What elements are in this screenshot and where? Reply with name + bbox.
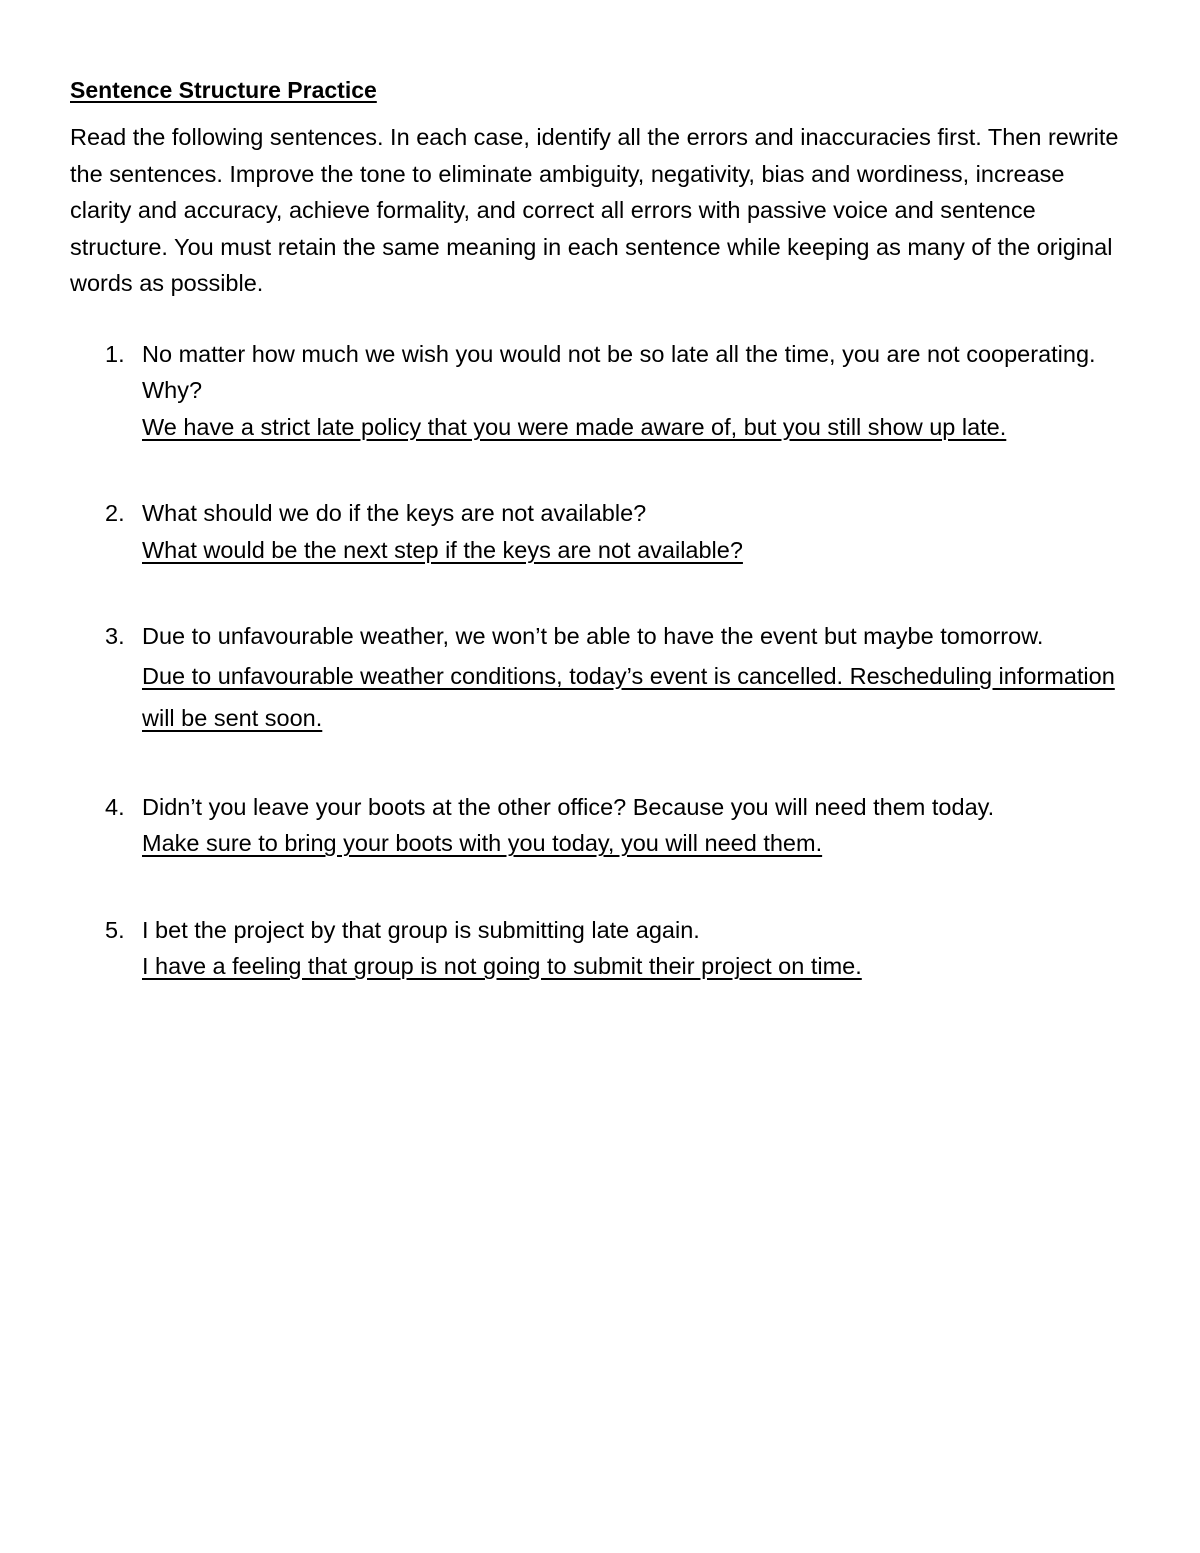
document-title: Sentence Structure Practice xyxy=(70,77,377,103)
rewritten-sentence: Make sure to bring your boots with you today, you will need them. xyxy=(142,830,823,856)
item-number: 3. xyxy=(105,623,125,649)
exercise-item-5 xyxy=(70,912,1130,985)
item-number: 1. xyxy=(105,340,125,367)
exercise-list xyxy=(70,336,1130,985)
original-sentence: Didn’t you leave your boots at the other office? Because you will need them today. xyxy=(142,793,995,820)
item-number: 5. xyxy=(105,916,125,943)
rewritten-sentence: Due to unfavourable weather conditions, today’s event is cancelled. Rescheduling information will be sent soon. xyxy=(142,662,1115,731)
item-number: 2. xyxy=(105,500,125,526)
original-sentence: No matter how much we wish you would not be so late all the time, you are not cooperating. Why? xyxy=(142,340,1096,403)
rewritten-sentence: What would be the next step if the keys are not available? xyxy=(142,536,743,563)
original-sentence: What should we do if the keys are not available? xyxy=(142,500,647,526)
item-number: 4. xyxy=(105,793,125,820)
document-page xyxy=(70,74,1130,985)
exercise-item-4 xyxy=(70,789,1130,862)
rewritten-sentence: We have a strict late policy that you were made aware of, but you still show up late. xyxy=(142,413,1007,440)
exercise-item-2 xyxy=(70,495,1130,568)
exercise-item-3 xyxy=(70,618,1130,739)
instructions-paragraph: Read the following sentences. In each case, identify all the errors and inaccuracies first. Then rewrite the sentences. Improve the tone to eliminate ambiguity, negativity, bias and wordiness, increase clarity and accuracy, achieve formality, and correct all errors with passive voice and sentence structure. You must retain the same meaning in each sentence while keeping as many of the original words as possible. xyxy=(70,124,1119,296)
exercise-item-1 xyxy=(70,336,1130,446)
original-sentence: Due to unfavourable weather, we won’t be able to have the event but maybe tomorrow. xyxy=(142,623,1044,649)
original-sentence: I bet the project by that group is submitting late again. xyxy=(142,916,700,943)
rewritten-sentence: I have a feeling that group is not going to submit their project on time. xyxy=(142,953,862,979)
